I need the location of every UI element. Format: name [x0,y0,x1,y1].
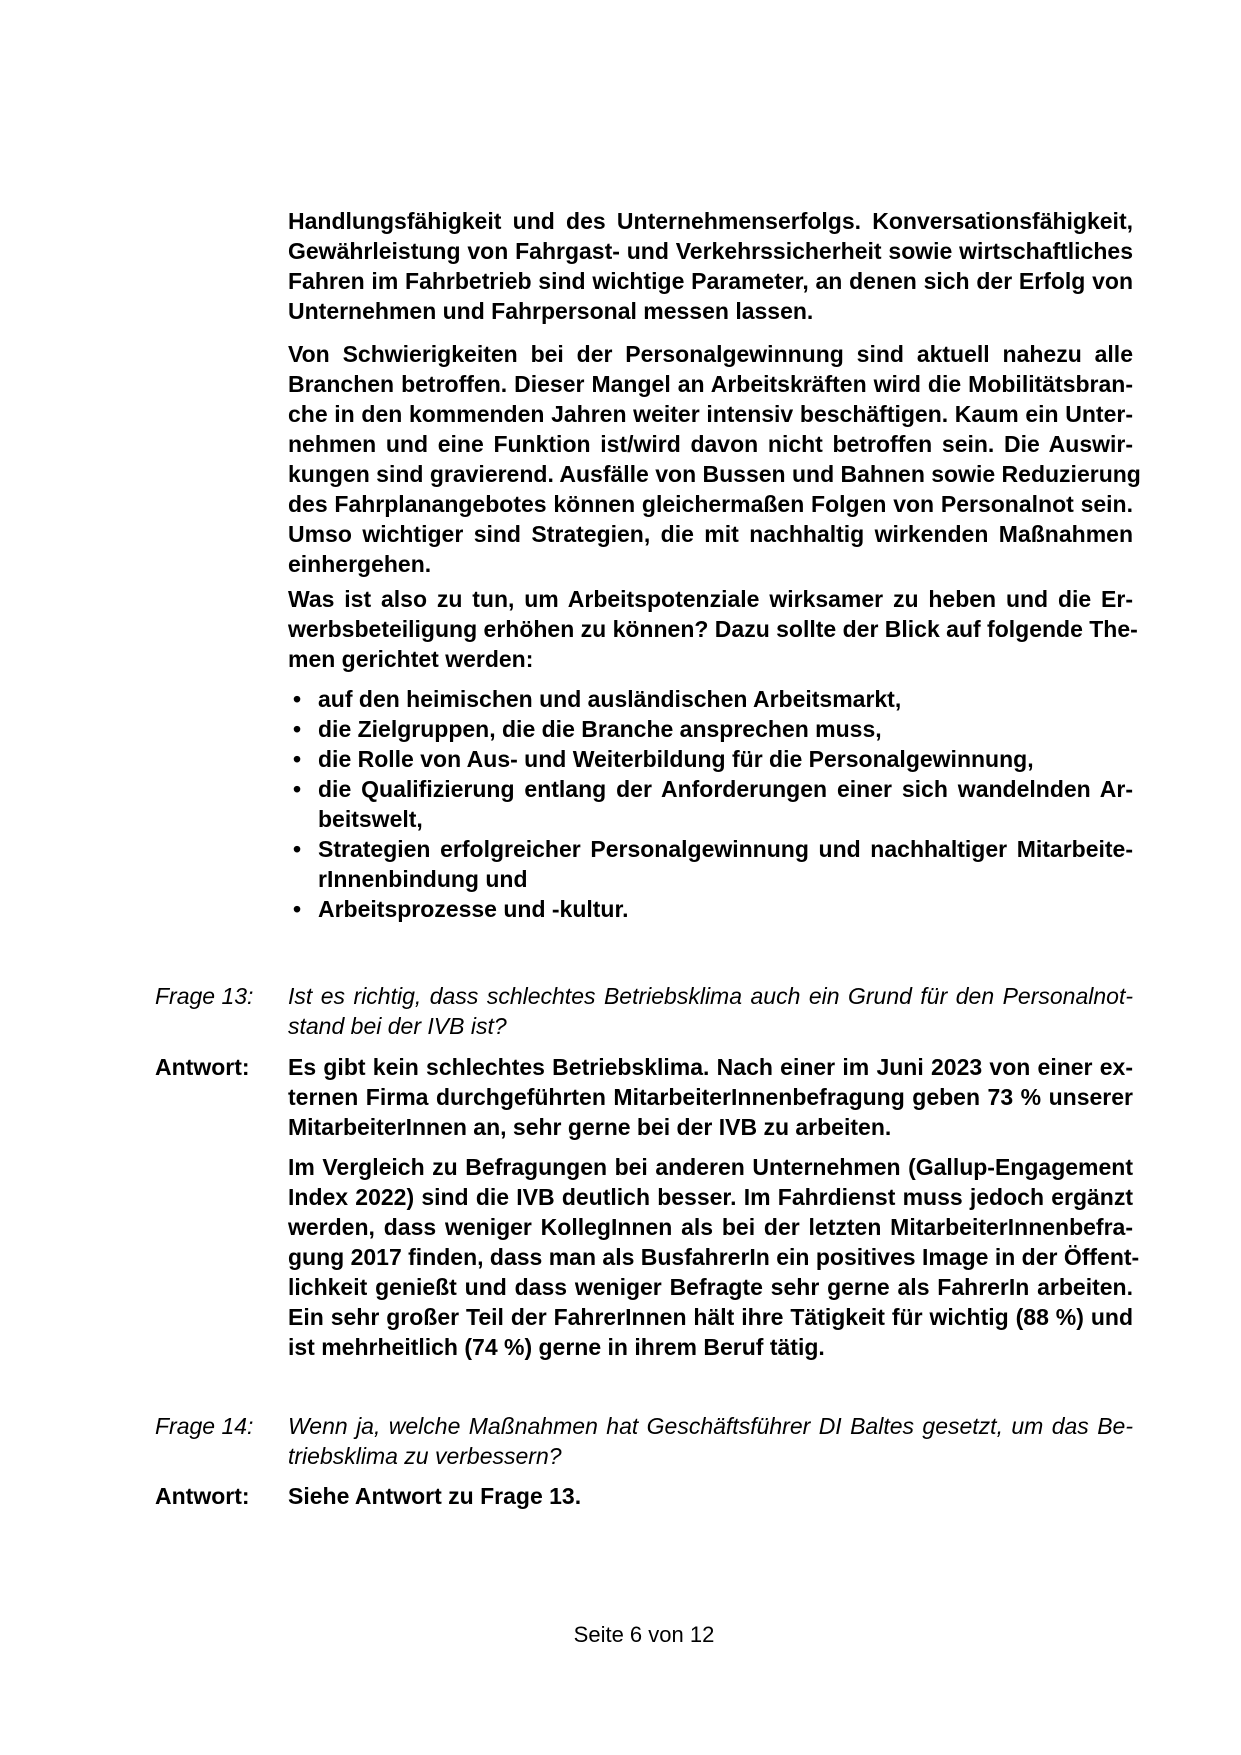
page-footer: Seite 6 von 12 [573,1622,715,1647]
text-line: kungen sind gravierend. Ausfälle von Bussen und Bahnen sowie Reduzierung [288,461,1141,487]
text-line: einhergehen. [288,551,432,577]
text-line: Arbeitsprozesse und -kultur. [318,896,629,922]
text-line: Ein sehr großer Teil der FahrerInnen hält ihre Tätigkeit für wichtig (88 %) und [288,1304,1133,1330]
bullet-list [288,684,1133,924]
bullet-list-item [288,774,1133,834]
bullet-list-item [288,834,1133,894]
paragraph-arbeitspotenziale [288,584,1138,674]
question-14-text [288,1411,1133,1471]
question-14-label: Frage 14: [155,1413,254,1439]
text-line: werden, dass weniger KollegInnen als bei der letzten MitarbeiterInnenbefra- [288,1214,1133,1240]
question-13-label: Frage 13: [155,983,254,1009]
text-line: ternen Firma durchgeführten MitarbeiterInnenbefragung geben 73 % unserer [288,1084,1133,1110]
text-line: Siehe Antwort zu Frage 13. [288,1483,582,1509]
text-line: gung 2017 finden, dass man als BusfahrerIn ein positives Image in der Öffent- [288,1244,1140,1270]
question-14-row [155,1411,1133,1471]
text-line: werbsbeteiligung erhöhen zu können? Dazu sollte der Blick auf folgende The- [288,616,1138,642]
answer-14-label: Antwort: [155,1483,250,1509]
text-line: des Fahrplanangebotes können gleichermaßen Folgen von Personalnot sein. [288,491,1133,517]
bullet-list-item [288,894,1133,924]
text-line: Branchen betroffen. Dieser Mangel an Arbeitskräften wird die Mobilitätsbran- [288,371,1133,397]
text-line: Es gibt kein schlechtes Betriebsklima. Nach einer im Juni 2023 von einer ex- [288,1054,1133,1080]
answer-14-row [155,1481,1133,1511]
text-line: beitswelt, [318,806,423,832]
paragraph-handlungsfaehigkeit [288,206,1133,326]
answer-13-paragraph-1 [288,1052,1133,1142]
bullet-dot-icon: • [293,716,302,742]
text-line: men gerichtet werden: [288,646,534,672]
text-line: Im Vergleich zu Befragungen bei anderen Unternehmen (Gallup-Engagement [288,1154,1133,1180]
text-line: Index 2022) sind die IVB deutlich besser. Im Fahrdienst muss jedoch ergänzt [288,1184,1133,1210]
paragraph-personalgewinnung [288,339,1141,579]
answer-13-row [155,1052,1133,1142]
bullet-dot-icon: • [293,896,302,922]
text-line: Umso wichtiger sind Strategien, die mit nachhaltig wirkenden Maßnahmen [288,521,1133,547]
text-line: Ist es richtig, dass schlechtes Betriebsklima auch ein Grund für den Personalnot- [288,983,1133,1009]
text-line: Handlungsfähigkeit und des Unternehmenserfolgs. Konversationsfähigkeit, [288,208,1133,234]
bullet-dot-icon: • [293,836,302,862]
bullet-list-item [288,744,1133,774]
text-line: lichkeit genießt und dass weniger Befragte sehr gerne als FahrerIn arbeiten. [288,1274,1133,1300]
text-line: Von Schwierigkeiten bei der Personalgewinnung sind aktuell nahezu alle [288,341,1133,367]
answer-13-label: Antwort: [155,1054,250,1080]
answer-13-paragraph-2 [288,1152,1140,1362]
text-line: nehmen und eine Funktion ist/wird davon nicht betroffen sein. Die Auswir- [288,431,1133,457]
question-13-row [155,981,1133,1041]
bullet-list-item [288,714,1133,744]
answer-14-text [288,1481,1133,1511]
text-line: stand bei der IVB ist? [288,1013,507,1039]
text-line: ist mehrheitlich (74 %) gerne in ihrem Beruf tätig. [288,1334,825,1360]
question-13-text [288,981,1133,1041]
text-line: che in den kommenden Jahren weiter intensiv beschäftigen. Kaum ein Unter- [288,401,1133,427]
text-line: Fahren im Fahrbetrieb sind wichtige Parameter, an denen sich der Erfolg von [288,268,1133,294]
text-line: die Zielgruppen, die die Branche ansprechen muss, [318,716,882,742]
bullet-list-item [288,684,1133,714]
bullet-dot-icon: • [293,686,302,712]
text-line: die Qualifizierung entlang der Anforderungen einer sich wandelnden Ar- [318,776,1133,802]
bullet-dot-icon: • [293,746,302,772]
text-line: Gewährleistung von Fahrgast- und Verkehrssicherheit sowie wirtschaftliches [288,238,1133,264]
text-line: Strategien erfolgreicher Personalgewinnung und nachhaltiger Mitarbeite- [318,836,1133,862]
text-line: auf den heimischen und ausländischen Arbeitsmarkt, [318,686,902,712]
text-line: triebsklima zu verbessern? [288,1443,562,1469]
text-line: Unternehmen und Fahrpersonal messen lassen. [288,298,814,324]
text-line: die Rolle von Aus- und Weiterbildung für die Personalgewinnung, [318,746,1034,772]
text-line: MitarbeiterInnen an, sehr gerne bei der IVB zu arbeiten. [288,1114,892,1140]
text-line: rInnenbindung und [318,866,528,892]
bullet-dot-icon: • [293,776,302,802]
text-line: Was ist also zu tun, um Arbeitspotenziale wirksamer zu heben und die Er- [288,586,1133,612]
text-line: Wenn ja, welche Maßnahmen hat Geschäftsführer DI Baltes gesetzt, um das Be- [288,1413,1133,1439]
